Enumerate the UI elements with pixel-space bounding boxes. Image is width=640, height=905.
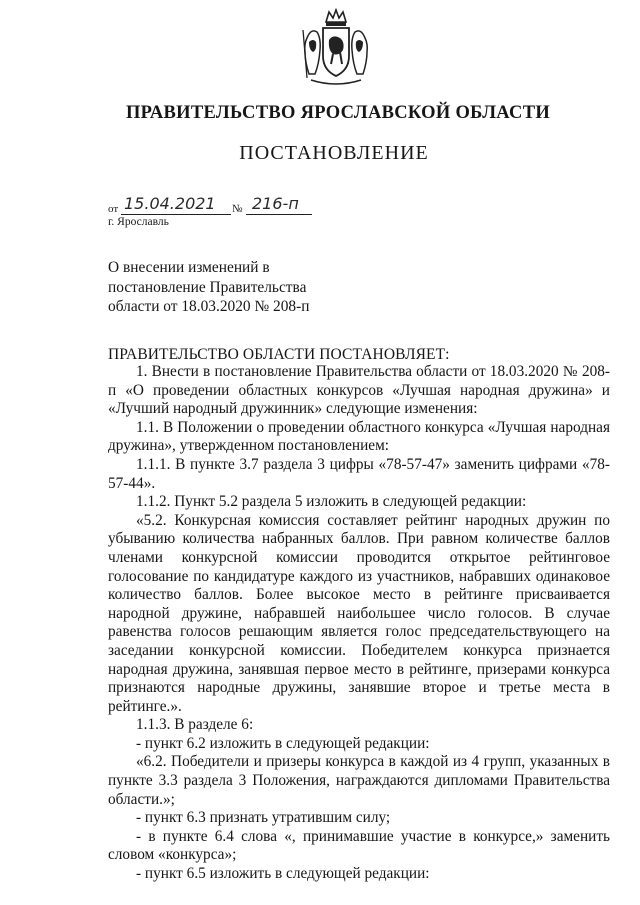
yaroslavl-coat-of-arms-icon [293, 8, 379, 90]
document-type: ПОСТАНОВЛЕНИЕ [239, 142, 429, 164]
number-underline [246, 214, 312, 215]
subject-line: области от 18.03.2020 № 208-п [108, 298, 310, 315]
paragraph: «5.2. Конкурсная комиссия составляет рейтинг народных дружин по убыванию количества набранных баллов. При равном количестве баллов членами конкурсной комиссии проводится открытое рейтинговое голосование по кандидатуре каждого из участников, набравших одинаковое количество баллов. Более высокое место в рейтинге присваивается народной дружине, набравшей наибольшее число голосов. В случае равенства голосов решающим является голос председательствующего на заседании конкурсной комиссии. Победителем конкурса признается народная дружина, занявшая первое место в рейтинге, призерами конкурса признаются народные дружины, занявшие второе и третье места в рейтинге.». [108, 511, 610, 715]
date-underline [121, 214, 231, 215]
paragraph: - пункт 6.5 изложить в следующей редакции: [136, 865, 430, 883]
document-subject [108, 258, 309, 317]
subject-line: О внесении изменений в [108, 259, 270, 276]
date-value: 15.04.2021 [124, 194, 216, 213]
government-title: ПРАВИТЕЛЬСТВО ЯРОСЛАВСКОЙ ОБЛАСТИ [125, 103, 551, 123]
paragraph: «6.2. Победители и призеры конкурса в каждой из 4 групп, указанных в пункте 3.3 раздела 3 Положения, награждаются дипломами Правительства области.»; [108, 753, 610, 808]
number-value: 216-п [252, 194, 299, 213]
date-number-line [108, 194, 348, 216]
paragraph: - пункт 6.2 изложить в следующей редакции: [136, 734, 430, 752]
preamble: ПРАВИТЕЛЬСТВО ОБЛАСТИ ПОСТАНОВЛЯЕТ: [108, 346, 450, 363]
city: г. Ярославль [108, 216, 169, 228]
document-body [108, 363, 610, 884]
paragraph: 1.1. В Положении о проведении областного конкурса «Лучшая народная дружина», утвержденном постановлением: [108, 418, 610, 455]
paragraph: - пункт 6.3 признать утратившим силу; [136, 809, 391, 827]
date-label: от [108, 203, 119, 215]
paragraph: 1. Внести в постановление Правительства области от 18.03.2020 № 208-п «О проведении областных конкурсов «Лучшая народная дружина» и «Лучший народный дружинник» следующие изменения: [108, 363, 610, 418]
paragraph: 1.1.3. В разделе 6: [136, 716, 254, 734]
subject-line: постановление Правительства [108, 278, 307, 296]
paragraph: - в пункте 6.4 слова «, принимавшие участие в конкурсе,» заменить словом «конкурса»; [108, 827, 610, 864]
paragraph: 1.1.2. Пункт 5.2 раздела 5 изложить в следующей редакции: [136, 493, 527, 511]
number-label: № [232, 203, 243, 215]
paragraph: 1.1.1. В пункте 3.7 раздела 3 цифры «78-57-47» заменить цифрами «78-57-44». [108, 455, 610, 492]
